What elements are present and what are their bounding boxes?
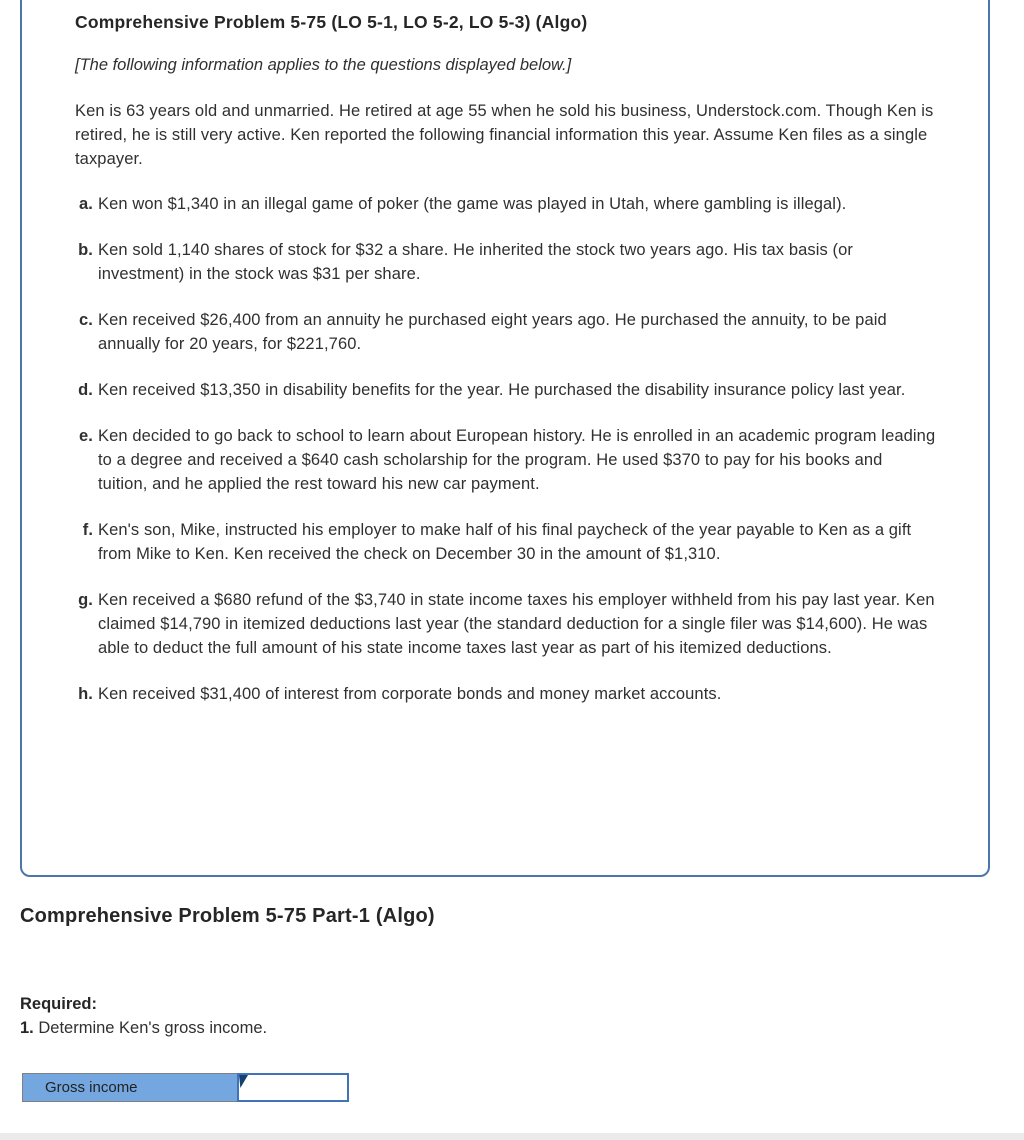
problem-item-g bbox=[75, 588, 936, 660]
problem-statement-card bbox=[20, 0, 990, 877]
applies-below-note: [The following information applies to the questions displayed below.] bbox=[75, 56, 572, 74]
item-letter: b. bbox=[78, 241, 93, 259]
problem-item-f bbox=[75, 518, 936, 566]
required-item-number: 1. bbox=[20, 1019, 34, 1037]
item-letter: g. bbox=[78, 591, 93, 609]
problem-item-e bbox=[75, 424, 936, 496]
item-letter: c. bbox=[79, 311, 93, 329]
gross-income-label: Gross income bbox=[45, 1079, 138, 1096]
item-text: Ken decided to go back to school to learn about European history. He is enrolled in an academic program leading to a degree and received a $640 cash scholarship for the program. He used $370 to pay for his books and tuition, and he applied the rest toward his new car payment. bbox=[98, 427, 936, 493]
gross-income-input[interactable] bbox=[239, 1075, 347, 1100]
item-letter: h. bbox=[78, 685, 93, 703]
problem-item-b bbox=[75, 238, 936, 286]
required-item-text: Determine Ken's gross income. bbox=[38, 1019, 268, 1037]
item-letter: d. bbox=[78, 381, 93, 399]
problem-item-h bbox=[75, 682, 936, 706]
required-item bbox=[20, 1016, 267, 1040]
item-letter: e. bbox=[79, 427, 93, 445]
problem-item-d bbox=[75, 378, 936, 402]
problem-item-c bbox=[75, 308, 936, 356]
item-text: Ken received a $680 refund of the $3,740 in state income taxes his employer withheld from his pay last year. Ken claimed $14,790 in itemized deductions last year (the standard deduction for a single filer was $14,600). He was able to deduct the full amount of his state income taxes last year as part of his itemized deductions. bbox=[98, 591, 935, 657]
item-text: Ken's son, Mike, instructed his employer to make half of his final paycheck of the year payable to Ken as a gift from Mike to Ken. Ken received the check on December 30 in the amount of $1,310. bbox=[98, 521, 912, 563]
item-text: Ken received $31,400 of interest from corporate bonds and money market accounts. bbox=[98, 685, 722, 703]
problem-title: Comprehensive Problem 5-75 (LO 5-1, LO 5-2, LO 5-3) (Algo) bbox=[75, 12, 588, 32]
part-heading: Comprehensive Problem 5-75 Part-1 (Algo) bbox=[20, 905, 435, 927]
page-bottom-band bbox=[0, 1133, 1024, 1140]
problem-intro-paragraph: Ken is 63 years old and unmarried. He retired at age 55 when he sold his business, Understock.com. Though Ken is retired, he is still very active. Ken reported the following financial information this year. Assume Ken files as a single taxpayer. bbox=[75, 102, 934, 168]
item-text: Ken received $13,350 in disability benefits for the year. He purchased the disability insurance policy last year. bbox=[98, 381, 906, 399]
item-text: Ken won $1,340 in an illegal game of poker (the game was played in Utah, where gambling is illegal). bbox=[98, 195, 847, 213]
problem-item-list bbox=[75, 192, 936, 706]
problem-item-a bbox=[75, 192, 936, 216]
gross-income-input-cell[interactable] bbox=[237, 1073, 349, 1102]
item-letter: a. bbox=[79, 195, 93, 213]
item-letter: f. bbox=[82, 521, 93, 539]
item-text: Ken received $26,400 from an annuity he purchased eight years ago. He purchased the annuity, to be paid annually for 20 years, for $221,760. bbox=[98, 311, 887, 353]
gross-income-row bbox=[22, 1073, 349, 1102]
gross-income-label-cell bbox=[22, 1073, 238, 1102]
item-text: Ken sold 1,140 shares of stock for $32 a share. He inherited the stock two years ago. His tax basis (or investment) in the stock was $31 per share. bbox=[98, 241, 854, 283]
required-label: Required: bbox=[20, 995, 98, 1013]
required-block bbox=[20, 992, 267, 1040]
